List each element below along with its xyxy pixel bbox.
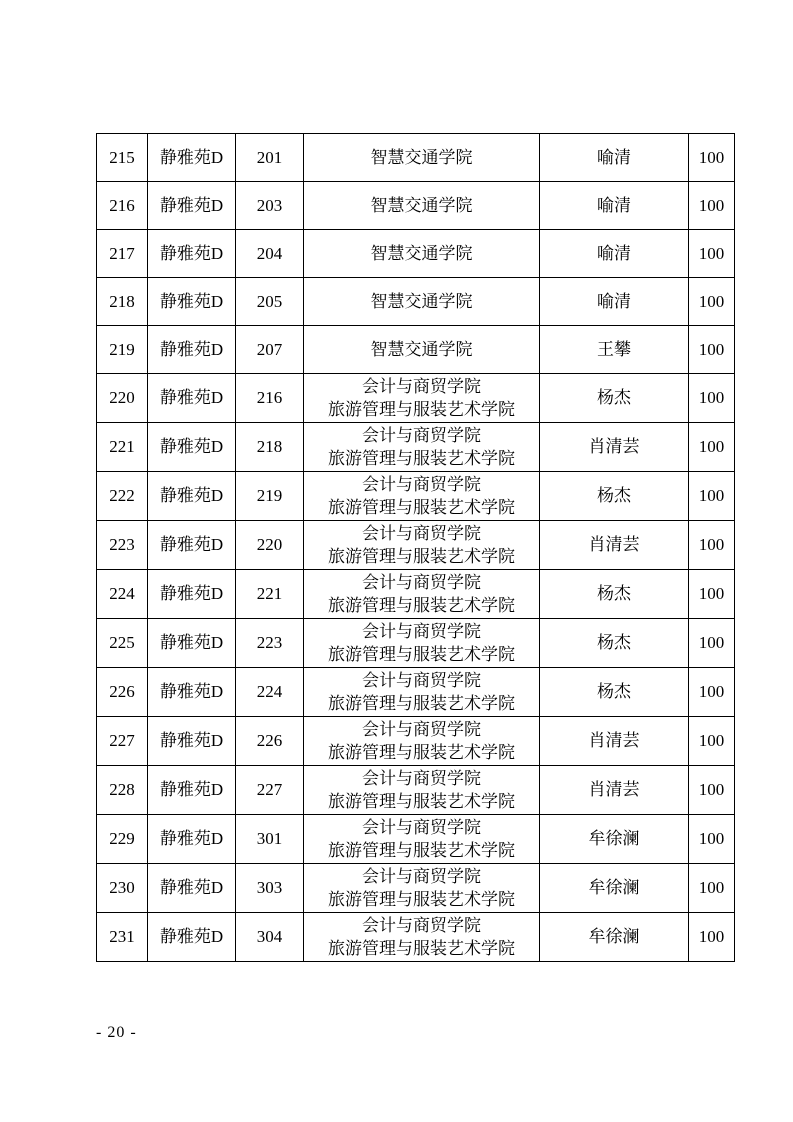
row-number-cell: 218 xyxy=(97,278,148,326)
score-cell: 100 xyxy=(689,668,735,717)
person-cell: 牟徐澜 xyxy=(540,864,689,913)
table-row xyxy=(97,278,735,326)
table-row xyxy=(97,717,735,766)
college-cell xyxy=(304,766,540,815)
building-cell: 静雅苑D xyxy=(148,766,236,815)
college-cell xyxy=(304,815,540,864)
table-row xyxy=(97,668,735,717)
college-cell xyxy=(304,182,540,230)
room-cell: 226 xyxy=(236,717,304,766)
room-cell: 223 xyxy=(236,619,304,668)
row-number-cell: 217 xyxy=(97,230,148,278)
row-number-cell: 227 xyxy=(97,717,148,766)
row-number-cell: 215 xyxy=(97,134,148,182)
college-name: 智慧交通学院 xyxy=(370,244,473,263)
college-name: 旅游管理与服装艺术学院 xyxy=(328,547,515,566)
building-cell: 静雅苑D xyxy=(148,815,236,864)
college-name: 会计与商贸学院 xyxy=(362,622,481,641)
person-cell: 杨杰 xyxy=(540,668,689,717)
college-name: 会计与商贸学院 xyxy=(362,426,481,445)
table-row xyxy=(97,423,735,472)
college-cell xyxy=(304,230,540,278)
room-cell: 224 xyxy=(236,668,304,717)
person-cell: 杨杰 xyxy=(540,374,689,423)
score-cell: 100 xyxy=(689,570,735,619)
building-cell: 静雅苑D xyxy=(148,278,236,326)
score-cell: 100 xyxy=(689,326,735,374)
table-row xyxy=(97,766,735,815)
person-cell: 喻清 xyxy=(540,230,689,278)
person-cell: 喻清 xyxy=(540,182,689,230)
college-name: 会计与商贸学院 xyxy=(362,573,481,592)
college-name: 会计与商贸学院 xyxy=(362,818,481,837)
college-name: 会计与商贸学院 xyxy=(362,475,481,494)
college-name: 旅游管理与服装艺术学院 xyxy=(328,498,515,517)
college-name: 智慧交通学院 xyxy=(370,340,473,359)
college-name: 会计与商贸学院 xyxy=(362,720,481,739)
person-cell: 牟徐澜 xyxy=(540,913,689,962)
college-name: 会计与商贸学院 xyxy=(362,524,481,543)
college-name: 旅游管理与服装艺术学院 xyxy=(328,694,515,713)
college-cell xyxy=(304,570,540,619)
score-cell: 100 xyxy=(689,134,735,182)
college-cell xyxy=(304,472,540,521)
building-cell: 静雅苑D xyxy=(148,864,236,913)
building-cell: 静雅苑D xyxy=(148,374,236,423)
score-cell: 100 xyxy=(689,864,735,913)
row-number-cell: 223 xyxy=(97,521,148,570)
table-row xyxy=(97,230,735,278)
college-name: 智慧交通学院 xyxy=(370,292,473,311)
score-cell: 100 xyxy=(689,182,735,230)
person-cell: 喻清 xyxy=(540,278,689,326)
college-cell xyxy=(304,913,540,962)
building-cell: 静雅苑D xyxy=(148,182,236,230)
building-cell: 静雅苑D xyxy=(148,668,236,717)
row-number-cell: 228 xyxy=(97,766,148,815)
row-number-cell: 229 xyxy=(97,815,148,864)
college-name: 智慧交通学院 xyxy=(370,196,473,215)
building-cell: 静雅苑D xyxy=(148,717,236,766)
room-cell: 203 xyxy=(236,182,304,230)
row-number-cell: 230 xyxy=(97,864,148,913)
row-number-cell: 221 xyxy=(97,423,148,472)
room-cell: 220 xyxy=(236,521,304,570)
college-name: 旅游管理与服装艺术学院 xyxy=(328,792,515,811)
room-cell: 204 xyxy=(236,230,304,278)
room-cell: 304 xyxy=(236,913,304,962)
college-cell xyxy=(304,619,540,668)
score-cell: 100 xyxy=(689,717,735,766)
table-row xyxy=(97,570,735,619)
table-body xyxy=(97,134,735,962)
room-cell: 207 xyxy=(236,326,304,374)
college-name: 旅游管理与服装艺术学院 xyxy=(328,449,515,468)
building-cell: 静雅苑D xyxy=(148,472,236,521)
college-name: 旅游管理与服装艺术学院 xyxy=(328,841,515,860)
college-name: 旅游管理与服装艺术学院 xyxy=(328,890,515,909)
person-cell: 杨杰 xyxy=(540,619,689,668)
room-cell: 303 xyxy=(236,864,304,913)
page-number: - 20 - xyxy=(96,1024,137,1041)
score-cell: 100 xyxy=(689,278,735,326)
building-cell: 静雅苑D xyxy=(148,913,236,962)
table-row xyxy=(97,864,735,913)
college-cell xyxy=(304,864,540,913)
inspection-table xyxy=(96,133,735,962)
college-name: 会计与商贸学院 xyxy=(362,671,481,690)
person-cell: 王攀 xyxy=(540,326,689,374)
building-cell: 静雅苑D xyxy=(148,423,236,472)
table-row xyxy=(97,521,735,570)
building-cell: 静雅苑D xyxy=(148,619,236,668)
table-row xyxy=(97,182,735,230)
room-cell: 221 xyxy=(236,570,304,619)
room-cell: 216 xyxy=(236,374,304,423)
college-cell xyxy=(304,278,540,326)
college-cell xyxy=(304,134,540,182)
college-name: 会计与商贸学院 xyxy=(362,377,481,396)
table-row xyxy=(97,815,735,864)
college-name: 旅游管理与服装艺术学院 xyxy=(328,596,515,615)
college-cell xyxy=(304,326,540,374)
score-cell: 100 xyxy=(689,815,735,864)
score-cell: 100 xyxy=(689,374,735,423)
college-name: 会计与商贸学院 xyxy=(362,916,481,935)
person-cell: 肖清芸 xyxy=(540,766,689,815)
college-name: 旅游管理与服装艺术学院 xyxy=(328,400,515,419)
score-cell: 100 xyxy=(689,619,735,668)
building-cell: 静雅苑D xyxy=(148,521,236,570)
college-name: 智慧交通学院 xyxy=(370,148,473,167)
college-cell xyxy=(304,717,540,766)
room-cell: 227 xyxy=(236,766,304,815)
table-row xyxy=(97,619,735,668)
score-cell: 100 xyxy=(689,766,735,815)
person-cell: 肖清芸 xyxy=(540,423,689,472)
person-cell: 喻清 xyxy=(540,134,689,182)
row-number-cell: 224 xyxy=(97,570,148,619)
row-number-cell: 216 xyxy=(97,182,148,230)
room-cell: 219 xyxy=(236,472,304,521)
row-number-cell: 219 xyxy=(97,326,148,374)
score-cell: 100 xyxy=(689,472,735,521)
row-number-cell: 222 xyxy=(97,472,148,521)
building-cell: 静雅苑D xyxy=(148,570,236,619)
table-row xyxy=(97,326,735,374)
room-cell: 301 xyxy=(236,815,304,864)
row-number-cell: 226 xyxy=(97,668,148,717)
room-cell: 218 xyxy=(236,423,304,472)
score-cell: 100 xyxy=(689,423,735,472)
table-row xyxy=(97,472,735,521)
row-number-cell: 231 xyxy=(97,913,148,962)
score-cell: 100 xyxy=(689,521,735,570)
row-number-cell: 220 xyxy=(97,374,148,423)
score-cell: 100 xyxy=(689,913,735,962)
college-cell xyxy=(304,668,540,717)
table-row xyxy=(97,913,735,962)
building-cell: 静雅苑D xyxy=(148,326,236,374)
score-cell: 100 xyxy=(689,230,735,278)
person-cell: 杨杰 xyxy=(540,570,689,619)
room-cell: 201 xyxy=(236,134,304,182)
building-cell: 静雅苑D xyxy=(148,230,236,278)
college-name: 旅游管理与服装艺术学院 xyxy=(328,743,515,762)
college-name: 会计与商贸学院 xyxy=(362,867,481,886)
college-name: 会计与商贸学院 xyxy=(362,769,481,788)
person-cell: 杨杰 xyxy=(540,472,689,521)
college-cell xyxy=(304,374,540,423)
building-cell: 静雅苑D xyxy=(148,134,236,182)
college-name: 旅游管理与服装艺术学院 xyxy=(328,939,515,958)
table-row xyxy=(97,374,735,423)
room-cell: 205 xyxy=(236,278,304,326)
college-cell xyxy=(304,423,540,472)
person-cell: 肖清芸 xyxy=(540,717,689,766)
table-row xyxy=(97,134,735,182)
college-name: 旅游管理与服装艺术学院 xyxy=(328,645,515,664)
person-cell: 肖清芸 xyxy=(540,521,689,570)
row-number-cell: 225 xyxy=(97,619,148,668)
person-cell: 牟徐澜 xyxy=(540,815,689,864)
college-cell xyxy=(304,521,540,570)
